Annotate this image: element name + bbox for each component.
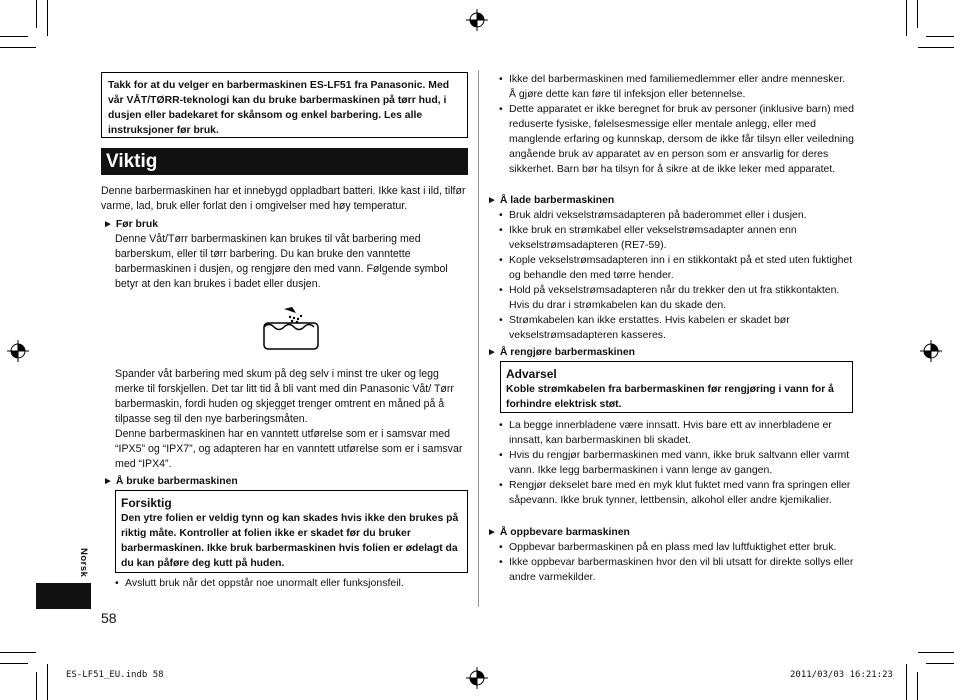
arrow-right-icon: ► <box>487 195 497 206</box>
list-item: • Bruk aldri vekselstrømsadapteren på baderommet eller i dusjen. <box>499 208 857 223</box>
crop-mark <box>36 0 37 28</box>
charging-bullets <box>499 208 857 343</box>
list-item: • Strømkabelen kan ikke erstattes. Hvis kabelen er skadet bør vekselstrømsadapteren kasseres. <box>499 313 857 343</box>
intro-box: Takk for at du velger en barbermaskinen ES-LF51 fra Panasonic. Med vår VÅT/TØRR-teknologi kan du bruke barbermaskinen på tørr hud, i dusjen eller badekaret for skånsom og enkel barbering. Les alle instruksjoner før bruk. <box>101 72 468 138</box>
footer-timestamp: 2011/03/03 16:21:23 <box>790 670 893 680</box>
storing-heading: ► Å oppbevare barmaskinen <box>487 527 630 538</box>
waterproof-text: Denne barbermaskinen har en vanntett utførelse som er i samsvar med “IPX5” og “IPX7”, og adapteren har en vanntett utførelse som er i samsvar med “IPX4”. <box>115 428 463 470</box>
before-use-heading: ► Før bruk <box>103 219 159 230</box>
registration-mark-icon <box>7 340 29 362</box>
list-item: • Ikke bruk en strømkabel eller vekselstrømsadapter annen enn vekselstrømsadapteren (RE7-59). <box>499 223 857 253</box>
using-bullets <box>115 576 471 591</box>
crop-mark <box>918 652 954 653</box>
crop-mark <box>917 0 918 28</box>
crop-mark <box>47 664 48 700</box>
crop-mark <box>918 47 954 48</box>
battery-text: Denne barbermaskinen har et innebygd oppladbart batteri. Ikke kast i ild, tilfør varme, lad, bruk eller forlat den i omgivelser med høy temperatur. <box>101 185 466 212</box>
crop-mark <box>906 664 907 700</box>
crop-mark <box>0 652 36 653</box>
shower-bath-icon <box>262 305 320 351</box>
crop-mark <box>0 36 28 37</box>
page-number: 58 <box>101 610 117 626</box>
crop-mark <box>0 663 28 664</box>
crop-mark <box>926 663 954 664</box>
warning-box <box>500 361 853 413</box>
warning-text: Koble strømkabelen fra barbermaskinen før rengjøring i vann for å forhindre elektrisk støt. <box>506 384 834 410</box>
cleaning-bullets <box>499 418 857 508</box>
list-item: • Hvis du rengjør barbermaskinen med vann, ikke bruk saltvann eller varmt vann. Ikke legg barbermaskinen i vann lenge av gangen. <box>499 448 857 478</box>
charging-heading: ► Å lade barbermaskinen <box>487 195 615 206</box>
crop-mark <box>47 0 48 36</box>
registration-mark-icon <box>466 9 488 31</box>
list-item: • Kople vekselstrømsadapteren inn i en stikkontakt på et sted uten fuktighet og behandle den med tørre hender. <box>499 253 857 283</box>
cleaning-heading: ► Å rengjøre barbermaskinen <box>487 347 636 358</box>
list-item: • Rengjør dekselet bare med en myk klut fuktet med vann fra springen eller såpevann. Ikke bruk tynner, lettbensin, alkohol eller andre kjemikalier. <box>499 478 857 508</box>
footer-file-info: ES-LF51_EU.indb 58 <box>66 670 164 680</box>
list-item: • La begge innerbladene være innsatt. Hvis bare ett av innerbladene er innsatt, kan barbermaskinen bli skadet. <box>499 418 857 448</box>
wet-shave-text: Spander våt barbering med skum på deg selv i minst tre uker og legg merke til forskjellen. Det tar litt tid å bli vant med din Panasonic Våt/ Tørr barbermaskin, fordi huden og skjegget trenger omtrent en måned på å tilpasse seg til den nye barberingsmåten. <box>115 368 454 425</box>
using-heading: ► Å bruke barbermaskinen <box>103 476 238 487</box>
crop-mark <box>36 672 37 700</box>
list-item: • Ikke del barbermaskinen med familiemedlemmer eller andre mennesker. Å gjøre dette kan føre til infeksjon eller betennelse. <box>499 72 855 102</box>
list-item: • Dette apparatet er ikke beregnet for bruk av personer (inklusive barn) med reduserte fysiske, følelsesmessige eller mentale anlegg, eller med manglende erfaring og kunnskap, dersom de ikke får tilsyn eller veiledning angående bruk av apparatet av en person som er ansvarlig for deres sikkerhet. Barn bør ha tilsyn for å sikre at de ikke leker med apparatet. <box>499 102 855 177</box>
arrow-right-icon: ► <box>487 347 497 358</box>
crop-mark <box>906 0 907 36</box>
list-item: • Avslutt bruk når det oppstår noe unormalt eller funksjonsfeil. <box>115 576 471 591</box>
crop-mark <box>917 672 918 700</box>
list-item: • Oppbevar barbermaskinen på en plass med lav luftfuktighet etter bruk. <box>499 540 857 555</box>
caution-title: Forsiktig <box>121 496 172 510</box>
warning-title: Advarsel <box>506 367 557 381</box>
arrow-right-icon: ► <box>103 476 113 487</box>
crop-mark <box>0 47 36 48</box>
column-divider <box>478 70 479 607</box>
section-title: Viktig <box>101 148 468 175</box>
registration-mark-icon <box>920 340 942 362</box>
language-tab-label: Norsk <box>78 548 89 578</box>
language-tab <box>36 583 91 609</box>
storing-bullets <box>499 540 857 585</box>
arrow-right-icon: ► <box>487 527 497 538</box>
caution-text: Den ytre folien er veldig tynn og kan skades hvis ikke den brukes på riktig måte. Kontroller at folien ikke er skadet før du bruker barbermaskinen. Ikke bruk barbermaskinen hvis folien er ødelagt da du kan påføre deg kutt på huden. <box>121 513 459 569</box>
arrow-right-icon: ► <box>103 219 113 230</box>
before-use-text: Denne Våt/Tørr barbermaskinen kan brukes til våt barbering med barberskum, eller til tørr barbering. Du kan bruke den vanntette barbermaskinen i dusjen, og rengjøre den med vann. Følgende symbol betyr at den kan brukes i badet eller dusjen. <box>115 233 448 290</box>
list-item: • Hold på vekselstrømsadapteren når du trekker den ut fra stikkontakten. Hvis du drar i strømkabelen kan du skade den. <box>499 283 857 313</box>
crop-mark <box>926 36 954 37</box>
general-bullets <box>499 72 855 177</box>
list-item: • Ikke oppbevar barbermaskinen hvor den vil bli utsatt for direkte sollys eller andre varmekilder. <box>499 555 857 585</box>
caution-box <box>115 490 468 573</box>
registration-mark-icon <box>466 667 488 689</box>
